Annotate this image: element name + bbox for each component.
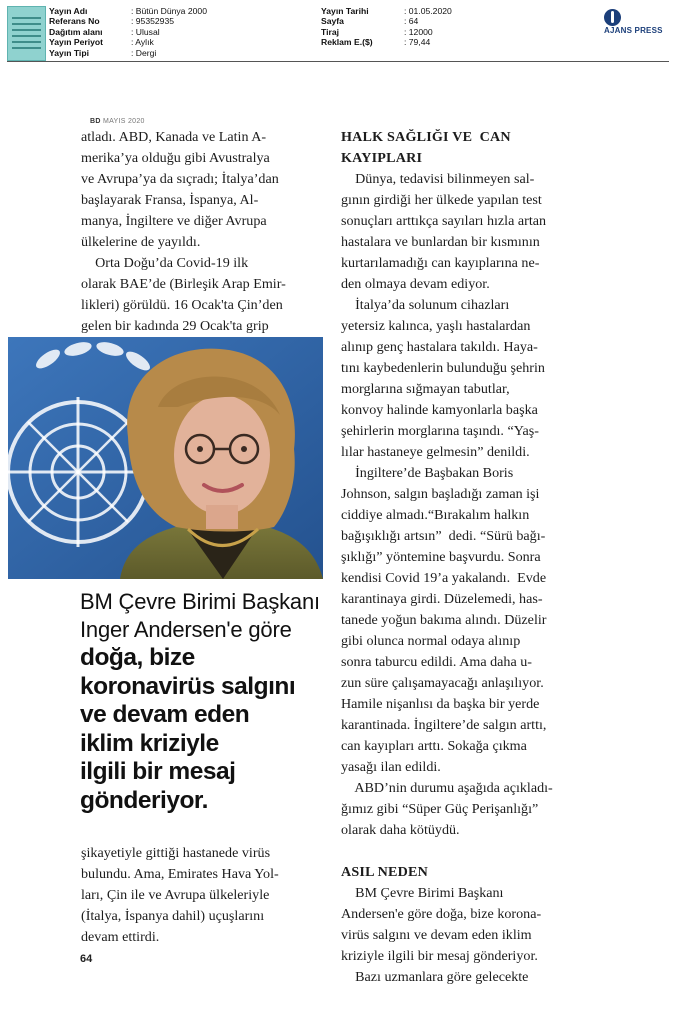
body-line: lılar hastaneye gelmesin” denildi. <box>341 444 530 460</box>
body-line: Dünya, tedavisi bilinmeyen sal- <box>341 171 535 187</box>
pull-quote-light-line: BM Çevre Birimi Başkanı <box>80 589 320 614</box>
body-line: gının girdiği her ülkede yapılan test <box>341 192 542 208</box>
body-line: hastalara ve bunlardan bir kısmının <box>341 234 540 250</box>
body-line: karantinaya girdi. Düzelemedi, has- <box>341 591 543 607</box>
meta-row <box>49 6 207 16</box>
body-line: ları, Çin ile ve Avrupa ülkeleriyle <box>81 887 270 903</box>
meta-value: : 12000 <box>404 26 433 37</box>
meta-row <box>49 27 207 37</box>
body-line: can kayıpları arttı. Sokağa çıkma <box>341 738 527 754</box>
pull-quote-light-line: Inger Andersen'e göre <box>80 617 292 642</box>
body-line: Andersen'e göre doğa, bize korona- <box>341 906 542 922</box>
body-line: merika’ya olduğu gibi Avustralya <box>81 150 270 166</box>
body-line: virüs salgını ve devam eden iklim <box>341 927 532 943</box>
body-line: zun süre çalışamayacağı anlaşılıyor. <box>341 675 544 691</box>
body-line: ğımız gibi “Süper Güç Perişanlığı” <box>341 801 539 817</box>
meta-value: : 64 <box>404 16 419 27</box>
meta-label: Yayın Tarihi <box>321 6 369 16</box>
body-line: kurtarılamadığı can kayıplarına ne- <box>341 255 540 271</box>
meta-value: : 01.05.2020 <box>404 6 452 16</box>
meta-row <box>49 37 207 47</box>
body-line: bağışıklığı artsın” dedi. “Sürü bağı- <box>341 528 546 544</box>
meta-label: Yayın Adı <box>49 6 88 16</box>
body-line: yasağı ilan edildi. <box>341 759 441 775</box>
pull-quote-bold-line: koronavirüs salgını <box>80 672 296 700</box>
meta-row <box>321 16 452 26</box>
meta-row <box>49 16 207 26</box>
body-line: İtalya’da solunum cihazları <box>341 297 510 313</box>
ajans-press-logo-text: AJANS PRESS <box>604 26 663 35</box>
body-line: başlayarak Fransa, İspanya, Al- <box>81 192 259 208</box>
clipping-thumbnail <box>7 6 46 61</box>
meta-value: : Bütün Dünya 2000 <box>131 6 207 16</box>
body-line: likleri) görüldü. 16 Ocak'ta Çin’den <box>81 297 283 313</box>
header-divider <box>7 61 669 62</box>
body-line: kendisi Covid 19’a yakalandı. Evde <box>341 570 547 586</box>
body-line: ülkelerine de yayıldı. <box>81 234 201 250</box>
body-line: BM Çevre Birimi Başkanı <box>341 885 504 901</box>
page-number: 64 <box>80 953 93 965</box>
meta-value: : Dergi <box>131 47 157 58</box>
ajans-press-logo-icon <box>604 9 621 26</box>
body-line <box>341 841 553 862</box>
body-line: sonra taburcu edildi. Ama daha u- <box>341 654 532 670</box>
body-line: kriziyle ilgili bir mesaj gönderiyor. <box>341 948 538 964</box>
body-line: sonuçları arttıkça sayıları hızla artan <box>341 213 547 229</box>
body-line: İngiltere’de Başbakan Boris <box>341 465 514 481</box>
meta-value: : Ulusal <box>131 26 160 37</box>
body-line: gibi olunca normal odaya alınıp <box>341 633 521 649</box>
body-line: Orta Doğu’da Covid-19 ilk <box>81 255 249 271</box>
meta-label: Referans No <box>49 16 100 27</box>
body-line: Bazı uzmanlara göre gelecekte <box>341 969 529 985</box>
body-line: tını kaybedenlerin bulunduğu şehrin <box>341 360 545 376</box>
running-head-brand: BD <box>90 118 101 125</box>
un-emblem-icon <box>8 397 148 547</box>
pull-quote-bold-line: ilgili bir mesaj <box>80 758 236 785</box>
body-line: yetersiz kalınca, yaşlı hastalardan <box>341 318 531 334</box>
meta-value: : Aylık <box>131 37 154 48</box>
body-line: den olmaya devam ediyor. <box>341 276 490 292</box>
article-column-left-bottom <box>81 843 279 948</box>
article-column-right <box>341 127 553 988</box>
pull-quote-bold-line: iklim kriziyle <box>80 729 219 757</box>
pull-quote-bold-line: doğa, bize <box>80 644 195 671</box>
body-line: bulundu. Ama, Emirates Hava Yol- <box>81 866 279 882</box>
pull-quote-bold-line: gönderiyor. <box>80 786 208 814</box>
body-line: olarak BAE’de (Birleşik Arap Emir- <box>81 276 286 292</box>
body-line: gelen bir kadında 29 Ocak'ta grip <box>81 318 269 334</box>
body-line: olarak daha kötüydü. <box>341 822 460 838</box>
body-line: alınıp genç hastalara takıldı. Haya- <box>341 339 538 355</box>
body-line: ABD’nin durumu aşağıda açıkladı- <box>341 780 553 796</box>
running-head <box>90 118 145 125</box>
body-line: ciddiye almadı.“Bırakalım halkın <box>341 507 530 523</box>
body-line: şıklığı” yöntemine başvurdu. Sonra <box>341 549 541 565</box>
publication-meta-right <box>321 6 452 48</box>
meta-label: Yayın Tipi <box>49 47 89 58</box>
section-heading: ASIL NEDEN <box>341 864 428 880</box>
meta-label: Yayın Periyot <box>49 37 103 48</box>
section-heading: KAYIPLARI <box>341 150 423 166</box>
body-line: devam ettirdi. <box>81 929 160 945</box>
body-line: konvoy halinde kamyonlarla başka <box>341 402 538 418</box>
body-line: şehirlerin morglarına taşındı. “Yaş- <box>341 423 539 439</box>
body-line: tanede yoğun bakıma alındı. Düzelir <box>341 612 547 628</box>
meta-row <box>321 37 452 47</box>
meta-row <box>321 27 452 37</box>
meta-value: : 79,44 <box>404 37 431 48</box>
pull-quote-bold-line: ve devam eden <box>80 701 250 728</box>
pull-quote <box>80 588 320 815</box>
meta-value: : 95352935 <box>131 16 175 27</box>
meta-row <box>49 48 207 58</box>
body-line: morglarına sığmayan tabutlar, <box>341 381 510 397</box>
meta-row <box>321 6 452 16</box>
body-line: karantinada. İngiltere’de salgın arttı, <box>341 717 547 733</box>
section-heading: HALK SAĞLIĞI VE CAN <box>341 129 511 145</box>
meta-label: Sayfa <box>321 16 344 27</box>
body-line: manya, İngiltere ve diğer Avrupa <box>81 213 267 229</box>
portrait-photo <box>8 337 323 579</box>
body-line: ve Avrupa’ya da sıçradı; İtalya’dan <box>81 171 279 187</box>
publication-meta-left <box>49 6 207 58</box>
body-line: Hamile nişanlısı da başka bir yerde <box>341 696 540 712</box>
meta-label: Tiraj <box>321 26 339 37</box>
body-line: atladı. ABD, Kanada ve Latin A- <box>81 129 267 145</box>
body-line: Johnson, salgın başladığı zaman işi <box>341 486 540 502</box>
body-line: (İtalya, İspanya dahil) uçuşlarını <box>81 908 265 924</box>
body-line: şikayetiyle gittiği hastanede virüs <box>81 845 271 861</box>
running-head-date: MAYIS 2020 <box>102 118 145 125</box>
meta-label: Reklam E.($) <box>321 37 373 48</box>
article-column-left-top <box>81 127 286 337</box>
meta-label: Dağıtım alanı <box>49 26 103 37</box>
